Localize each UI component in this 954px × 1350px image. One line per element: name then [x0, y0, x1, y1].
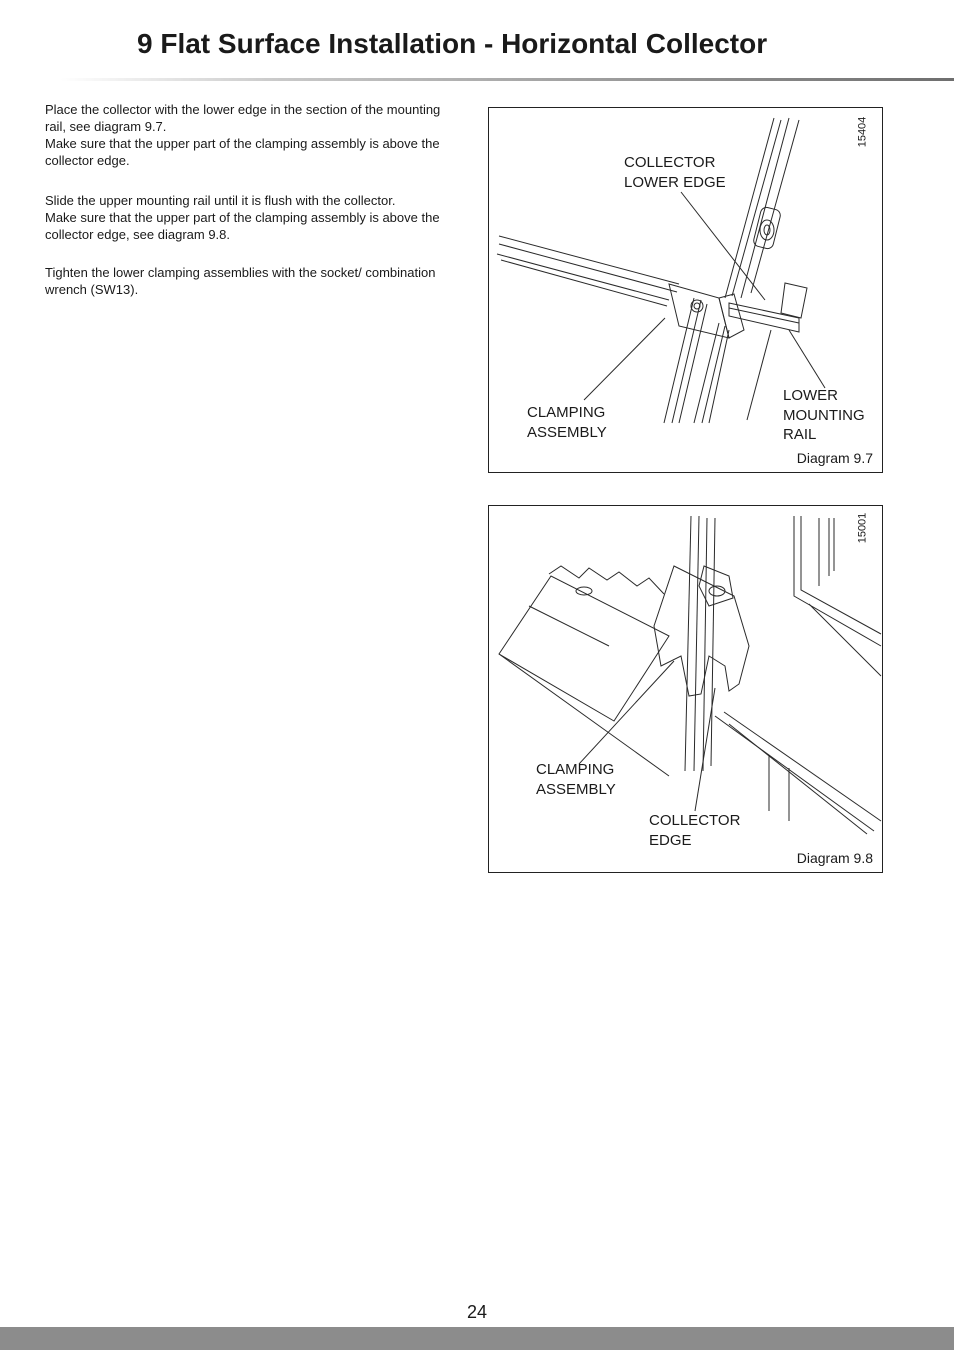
diagram-caption: Diagram 9.7 [796, 450, 873, 466]
label-lower-mounting-rail: LOWER MOUNTING RAIL [783, 387, 865, 443]
instruction-paragraph-1: Place the collector with the lower edge in the section of the mounting rail, see diagram 9.7. Make sure that the upper part of the clamping assembly is above the collector edge. [45, 102, 441, 168]
footer-bar [0, 1327, 954, 1350]
diagram-code: 15001 [856, 512, 869, 544]
label-collector-lower-edge: COLLECTOR LOWER EDGE [624, 154, 726, 191]
title-divider [60, 78, 954, 81]
page-title: 9 Flat Surface Installation - Horizontal Collector [137, 28, 768, 59]
diagram-9-8 [488, 505, 883, 873]
diagram-caption: Diagram 9.8 [796, 850, 873, 866]
label-clamping-assembly: CLAMPING ASSEMBLY [536, 761, 616, 798]
page-number: 24 [466, 1302, 488, 1322]
diagram-code: 15404 [856, 116, 869, 148]
diagram-9-7 [488, 107, 883, 473]
instruction-paragraph-2: Slide the upper mounting rail until it is flush with the collector. Make sure that the upper part of the clamping assembly is above the collector edge, see diagram 9.8. [45, 193, 440, 242]
label-collector-edge: COLLECTOR EDGE [649, 812, 741, 849]
instruction-paragraph-3: Tighten the lower clamping assemblies with the socket/ combination wrench (SW13). [45, 265, 436, 297]
label-clamping-assembly: CLAMPING ASSEMBLY [527, 404, 607, 441]
instructions-column [45, 101, 445, 321]
